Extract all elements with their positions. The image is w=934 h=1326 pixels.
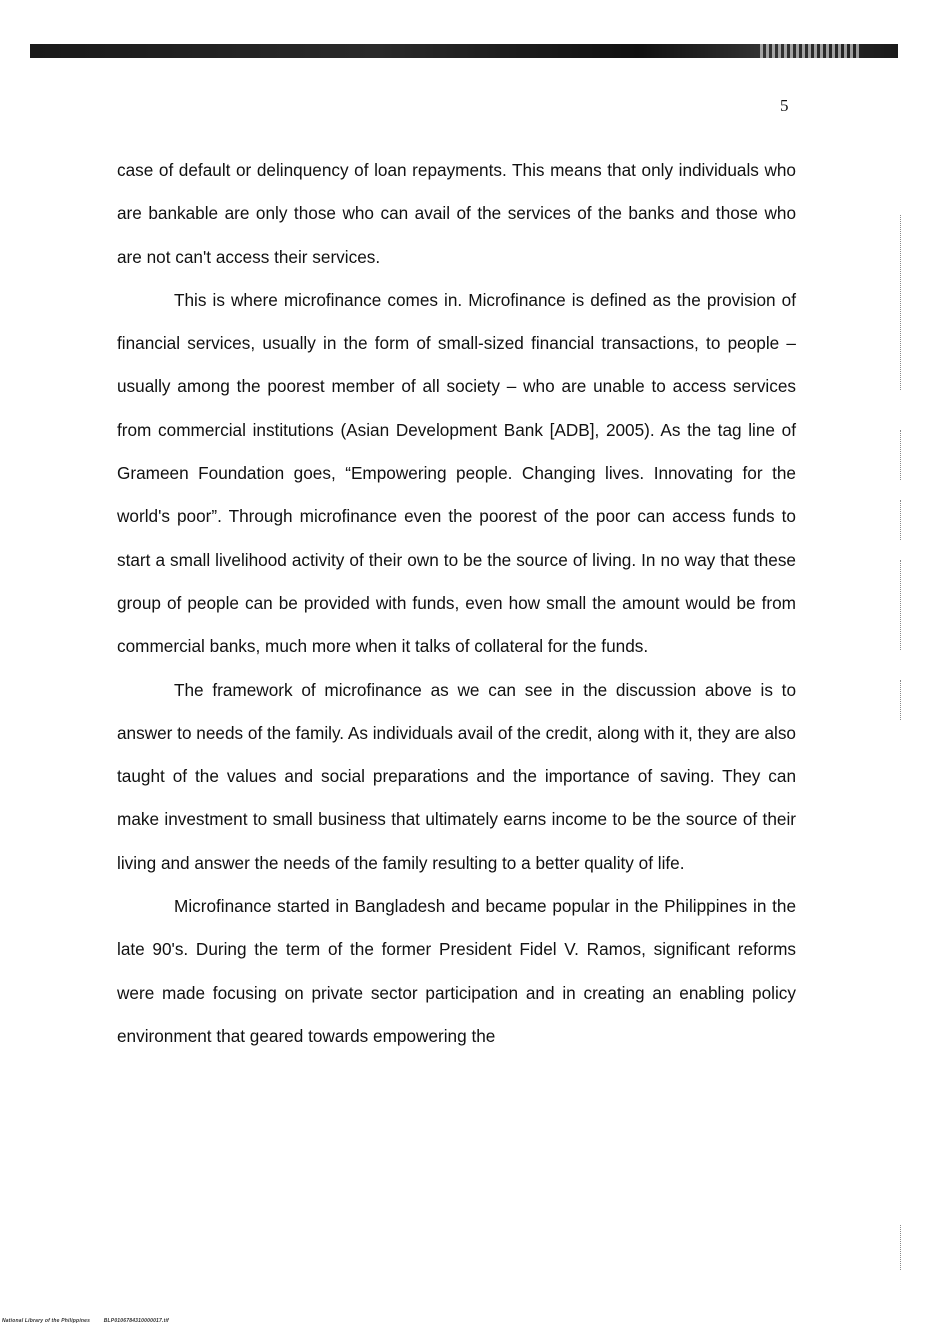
- paragraph-microfinance-definition: This is where microfinance comes in. Microfinance is defined as the provision of financial services, usually in the form of small-sized financial transactions, to people – usually among the poorest member of all society – who are unable to access services from commercial institutions (Asian Development Bank [ADB], 2005). As the tag line of Grameen Foundation goes, “Empowering people. Changing lives. Innovating for the world's poor”. Through microfinance even the poorest of the poor can access funds to start a small livelihood activity of their own to be the source of living. In no way that these group of people can be provided with funds, even how small the amount would be from commercial banks, much more when it talks of collateral for the funds.: [117, 289, 796, 657]
- scan-margin-artifact: [900, 680, 903, 720]
- paragraph-continuation: case of default or delinquency of loan repayments. This means that only individuals who are bankable are only those who can avail of the services of the banks and those who are not can't access their services.: [117, 160, 796, 267]
- footer-image-code: BLP0106784310000017.tif: [103, 1318, 169, 1324]
- scan-footer: [2, 1318, 169, 1324]
- document-body: [117, 149, 796, 1058]
- scan-margin-artifact: [900, 500, 903, 540]
- scan-margin-artifact: [900, 1225, 903, 1270]
- footer-library-name: National Library of the Philippines: [2, 1318, 91, 1324]
- paragraph-microfinance-history: Microfinance started in Bangladesh and became popular in the Philippines in the late 90's. During the term of the former President Fidel V. Ramos, significant reforms were made focusing on private sector participation and in creating an enabling policy environment that geared towards empowering the: [117, 896, 796, 1046]
- scan-margin-artifact: [900, 430, 903, 480]
- scan-header-bar-fade: [760, 44, 860, 58]
- scan-margin-artifact: [900, 560, 903, 650]
- page-number: 5: [780, 96, 789, 115]
- paragraph-microfinance-framework: The framework of microfinance as we can see in the discussion above is to answer to needs of the family. As individuals avail of the credit, along with it, they are also taught of the values and social preparations and the importance of saving. They can make investment to small business that ultimately earns income to be the source of their living and answer the needs of the family resulting to a better quality of life.: [117, 679, 796, 873]
- scan-margin-artifact: [900, 215, 903, 390]
